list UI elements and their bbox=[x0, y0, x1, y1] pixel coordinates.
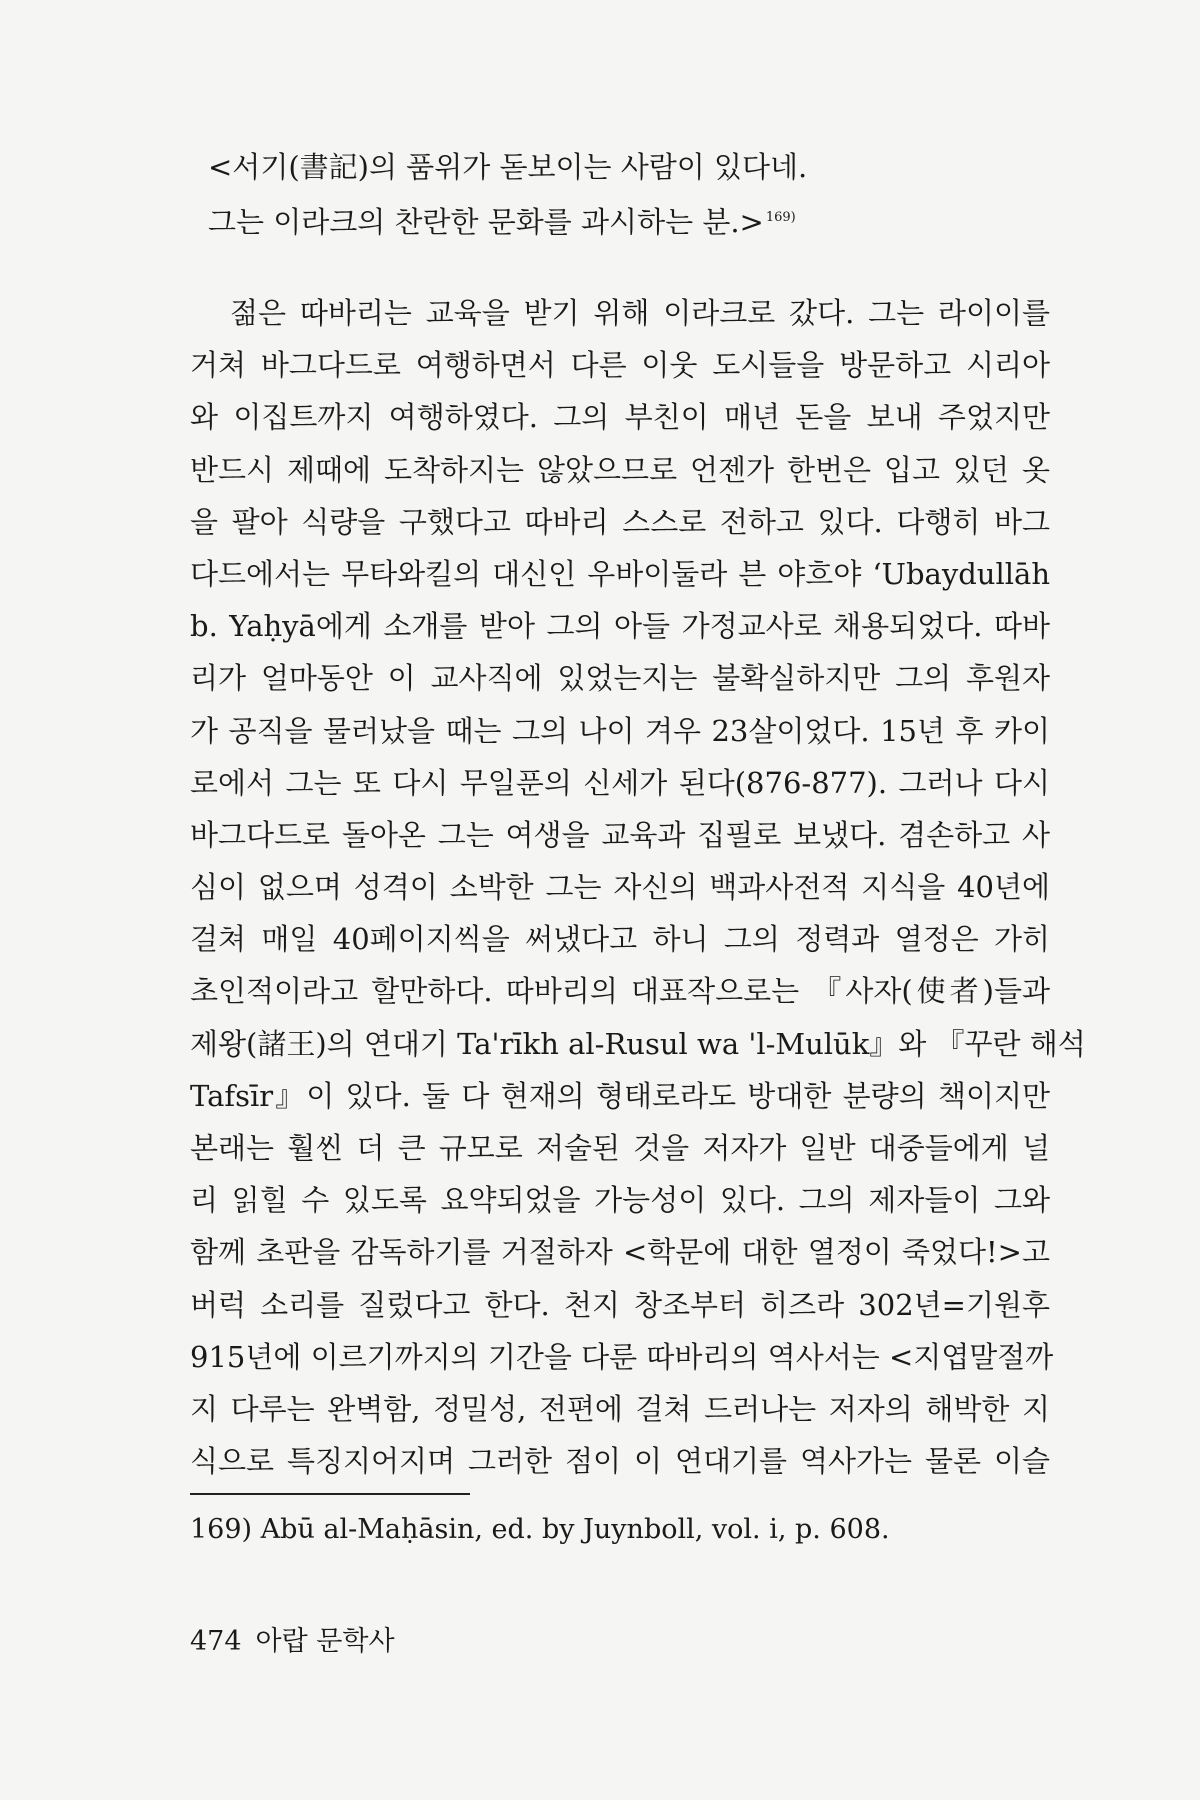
footnote-divider bbox=[190, 1493, 470, 1495]
text-line: 식으로 특징지어지며 그러한 점이 이 연대기를 역사가는 물론 이슬 bbox=[190, 1444, 1050, 1479]
footnote-169: 169) Abū al-Maḥāsin, ed. by Juynboll, vol. i, p. 608. bbox=[190, 1514, 890, 1545]
verse-line-2-text: 그는 이라크의 찬란한 문화를 과시하는 분.> bbox=[208, 205, 764, 239]
text-line: 심이 없으며 성격이 소박한 그는 자신의 백과사전적 지식을 40년에 bbox=[190, 870, 1050, 905]
verse-line-2 bbox=[208, 195, 1068, 250]
footnote-reference: 169) bbox=[765, 210, 796, 226]
text-line: 제왕(諸王)의 연대기 Ta'rīkh al-Rusul wa 'l-Mulūk』와 『꾸란 해석 bbox=[190, 1026, 1086, 1061]
running-title: 아랍 문학사 bbox=[255, 1626, 395, 1657]
text-line: 버럭 소리를 질렀다고 한다. 천지 창조부터 히즈라 302년=기원후 bbox=[190, 1287, 1050, 1322]
text-line: 반드시 제때에 도착하지는 않았으므로 언젠가 한번은 입고 있던 옷 bbox=[190, 452, 1050, 487]
text-line: 본래는 훨씬 더 큰 규모로 저술된 것을 저자가 일반 대중들에게 널 bbox=[190, 1131, 1050, 1165]
text-line: b. Yaḥyā에게 소개를 받아 그의 아들 가정교사로 채용되었다. 따바 bbox=[190, 609, 1050, 644]
text-line: 을 팔아 식량을 구했다고 따바리 스스로 전하고 있다. 다행히 바그 bbox=[190, 504, 1050, 539]
body-paragraph bbox=[190, 287, 1086, 1487]
text-line: 리가 얼마동안 이 교사직에 있었는지는 불확실하지만 그의 후원자 bbox=[190, 661, 1050, 696]
text-line: 거쳐 바그다드로 여행하면서 다른 이웃 도시들을 방문하고 시리아 bbox=[190, 348, 1050, 383]
text-line: 바그다드로 돌아온 그는 여생을 교육과 집필로 보냈다. 겸손하고 사 bbox=[190, 817, 1050, 852]
text-line: 함께 초판을 감독하기를 거절하자 <학문에 대한 열정이 죽었다!>고 bbox=[190, 1235, 1050, 1270]
verse-quote bbox=[208, 140, 1068, 250]
text-line: 로에서 그는 또 다시 무일푼의 신세가 된다(876-877). 그러나 다시 bbox=[190, 765, 1050, 800]
page-footer bbox=[190, 1624, 395, 1660]
text-line: 젊은 따바리는 교육을 받기 위해 이라크로 갔다. 그는 라이이를 bbox=[230, 296, 1050, 330]
text-line: 가 공직을 물러났을 때는 그의 나이 겨우 23살이었다. 15년 후 카이 bbox=[190, 713, 1050, 748]
verse-line-1 bbox=[208, 140, 1068, 195]
text-line: Tafsīr』이 있다. 둘 다 현재의 형태로라도 방대한 분량의 책이지만 bbox=[190, 1078, 1050, 1113]
text-line: 걸쳐 매일 40페이지씩을 써냈다고 하니 그의 정력과 열정은 가히 bbox=[190, 922, 1050, 957]
text-line: 와 이집트까지 여행하였다. 그의 부친이 매년 돈을 보내 주었지만 bbox=[190, 400, 1050, 435]
page-number: 474 bbox=[190, 1626, 242, 1657]
text-line: 리 읽힐 수 있도록 요약되었을 가능성이 있다. 그의 제자들이 그와 bbox=[190, 1183, 1050, 1218]
text-line: 915년에 이르기까지의 기간을 다룬 따바리의 역사서는 <지엽말절까 bbox=[190, 1339, 1054, 1374]
text-line: 지 다루는 완벽함, 정밀성, 전편에 걸쳐 드러나는 저자의 해박한 지 bbox=[190, 1391, 1050, 1426]
text-line: 초인적이라고 할만하다. 따바리의 대표작으로는 『사자(使者)들과 bbox=[190, 974, 1050, 1009]
text-line: 다드에서는 무타와킬의 대신인 우바이둘라 븐 야흐야 ‘Ubaydullāh bbox=[190, 556, 1050, 591]
verse-line-1-text: <서기(書記)의 품위가 돋보이는 사람이 있다네. bbox=[208, 150, 808, 184]
